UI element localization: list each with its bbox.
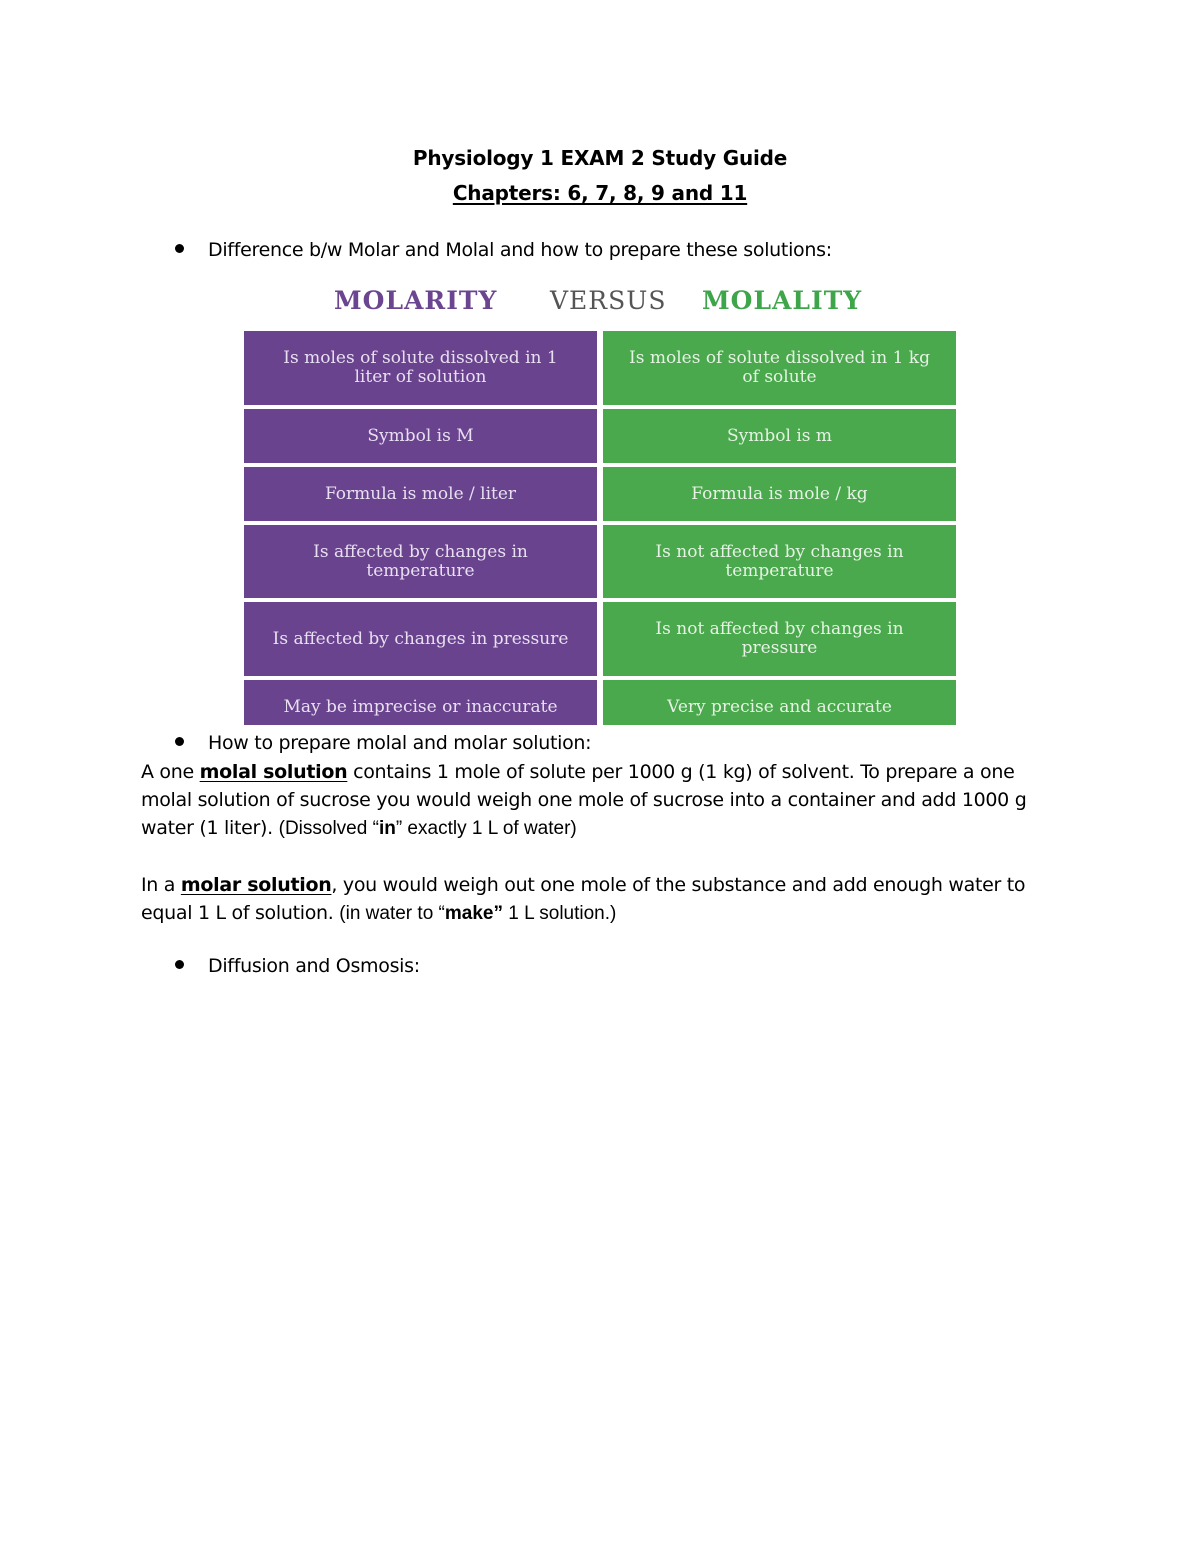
note-text: (Dissolved “ (278, 818, 379, 839)
molar-paragraph (141, 871, 1071, 928)
text-run: A one (141, 761, 200, 783)
molarity-cell: Symbol is M (244, 409, 597, 463)
molarity-cell: May be imprecise or inaccurate (244, 680, 597, 725)
bullet-icon (175, 244, 184, 253)
bullet-item-prepare (175, 732, 591, 754)
molality-cell: Formula is mole / kg (603, 467, 956, 521)
text-run: , you would weigh out one mole of the substance and add enough water to equal 1 L of solution. (141, 874, 1026, 924)
molality-heading: MOLALITY (702, 286, 863, 315)
molal-solution-term: molal solution (199, 761, 348, 783)
molality-cell: Is moles of solute dissolved in 1 kg of solute (603, 331, 956, 405)
text-run: contains 1 mole of solute per 1000 g (1 kg) of solvent. To prepare a one molal solution of sucrose you would weigh one mole of sucrose into a container and add 1000 g water (1 liter). (141, 761, 1027, 839)
comparison-table (244, 331, 956, 729)
table-row (244, 467, 956, 521)
note-bold: make” (444, 903, 503, 924)
note-text: 1 L solution.) (502, 903, 617, 924)
versus-heading: VERSUS (550, 286, 667, 315)
comparison-heading (244, 286, 956, 322)
note-text: ” exactly 1 L of water) (395, 818, 577, 839)
bullet-text: Difference b/w Molar and Molal and how to prepare these solutions: (208, 239, 832, 261)
molarity-cell: Is moles of solute dissolved in 1 liter of solution (244, 331, 597, 405)
bullet-item-diffusion (175, 955, 420, 977)
bullet-item-difference (175, 239, 832, 261)
table-row (244, 680, 956, 725)
molar-solution-term: molar solution (180, 874, 332, 896)
bullet-text: How to prepare molal and molar solution: (208, 732, 592, 754)
bullet-icon (175, 737, 184, 746)
table-row (244, 525, 956, 598)
table-row (244, 409, 956, 463)
bullet-text: Diffusion and Osmosis: (208, 955, 420, 977)
molarity-cell: Is affected by changes in temperature (244, 525, 597, 598)
note-text: (in water to “ (339, 903, 445, 924)
molarity-cell: Is affected by changes in pressure (244, 602, 597, 676)
molarity-heading: MOLARITY (334, 286, 498, 315)
molality-cell: Is not affected by changes in temperature (603, 525, 956, 598)
molality-cell: Very precise and accurate (603, 680, 956, 725)
molality-cell: Is not affected by changes in pressure (603, 602, 956, 676)
molarity-cell: Formula is mole / liter (244, 467, 597, 521)
molal-paragraph (141, 758, 1071, 843)
table-row (244, 331, 956, 405)
page-subtitle (0, 181, 1200, 205)
table-row (244, 602, 956, 676)
chapters-text: Chapters: 6, 7, 8, 9 and 11 (452, 181, 748, 205)
page-title: Physiology 1 EXAM 2 Study Guide (412, 146, 788, 170)
molality-cell: Symbol is m (603, 409, 956, 463)
bullet-icon (175, 960, 184, 969)
text-run: In a (141, 874, 181, 896)
note-bold: in (378, 818, 396, 839)
